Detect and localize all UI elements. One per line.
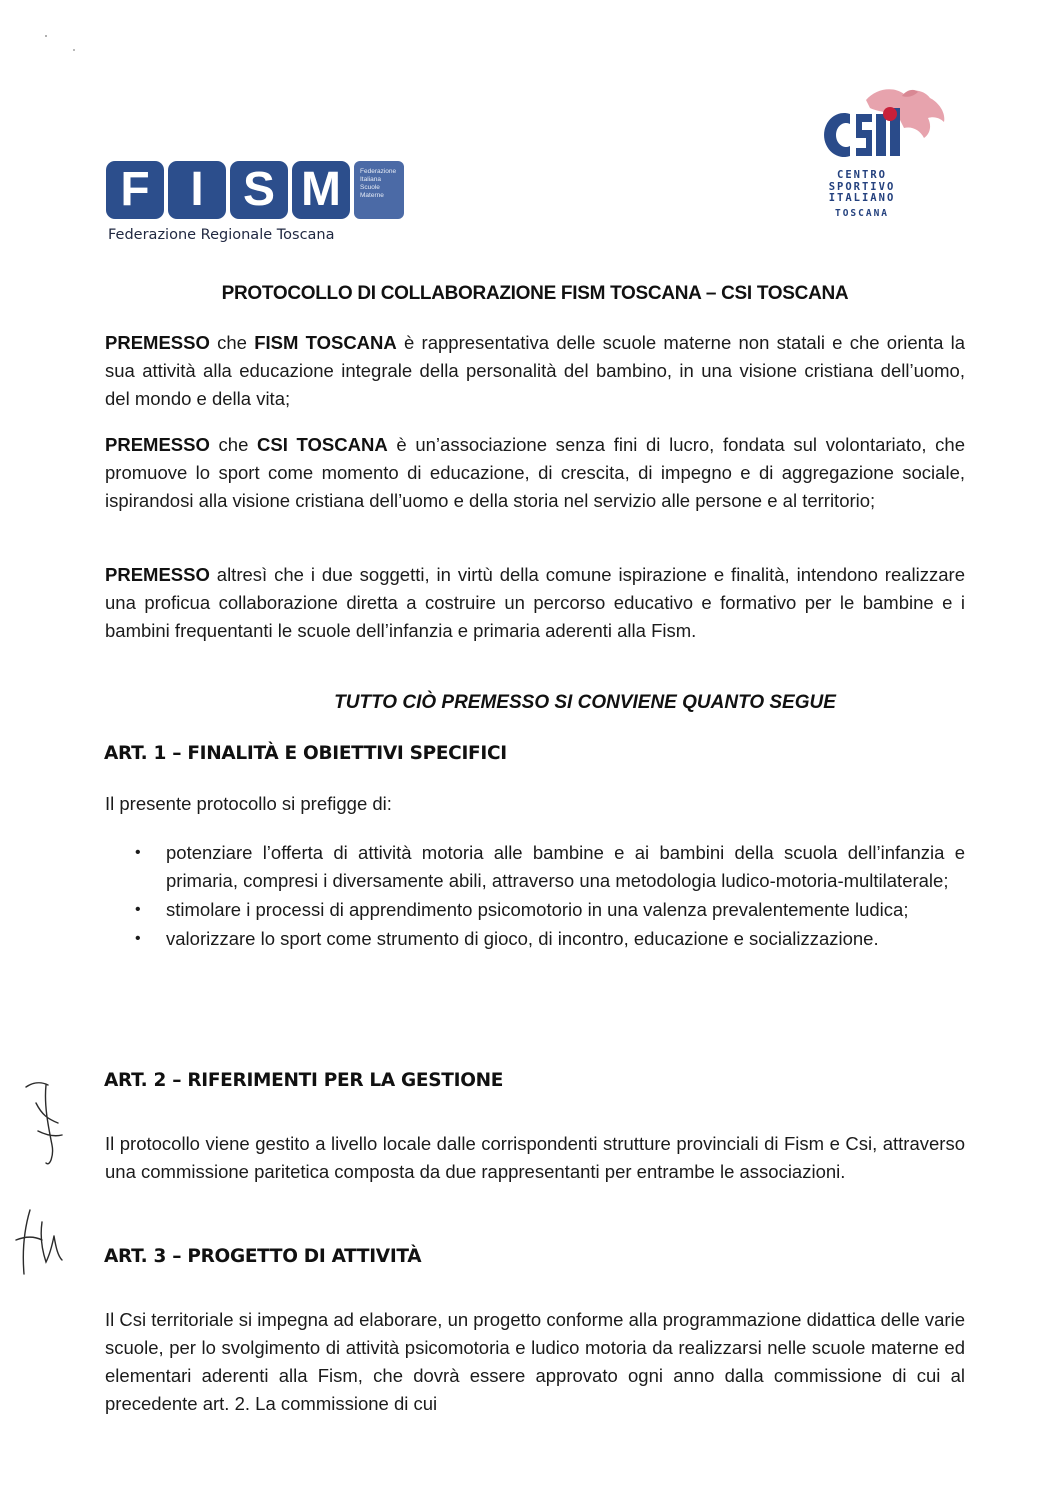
list-item-text: stimolare i processi di apprendimento psicomotorio in una valenza prevalentemente ludica; [166,899,909,920]
premessa-paragraph [105,431,965,515]
fism-letter-s: S [230,161,288,219]
fism-letter-f: F [106,161,164,219]
fism-logo [106,161,406,251]
scan-speck-icon [40,30,80,60]
article-3-text: Il Csi territoriale si impegna ad elaborare, un progetto conforme alla programmazione didattica delle varie scuole, per lo svolgimento di attività psicomotoria e ludico motoria da realizzarsi nelle scuole materne ed elementari aderenti alla Fism, che dovrà essere approvato ogni anno dalla commissione di cui al precedente art. 2. La commissione di cui [105,1309,965,1414]
document-title: PROTOCOLLO DI COLLABORAZIONE FISM TOSCANA – CSI TOSCANA [221,283,849,304]
initials-icon [12,1200,68,1290]
list-item-text: valorizzare lo sport come strumento di gioco, di incontro, educazione e socializzazione. [166,928,879,949]
fism-letter-m: M [292,161,350,219]
article-1-intro: Il presente protocollo si prefigge di: [105,793,392,814]
list-item [135,896,965,924]
bullet-icon: • [135,901,141,918]
article-3-heading: ART. 3 – PROGETTO DI ATTIVITÀ [104,1246,422,1267]
premessa-text: altresì che i due soggetti, in virtù della comune ispirazione e finalità, intendono realizzare una proficua collaborazione diretta a costruire un percorso educativo e formativo per le bambine e i bambini frequentanti le scuole dell’infanzia e primaria aderenti alla Fism. [105,564,965,641]
fism-side-line: Scuole [360,184,380,191]
csi-logo [806,86,956,226]
premessa-mid: che [209,434,258,455]
premessa-text: è rappresentativa delle scuole materne non statali e che orienta la sua attività alla educazione integrale della personalità del bambino, in una visione cristiana dell’uomo, del mondo e della vita; [105,332,965,409]
premessa-lead: PREMESSO [105,332,210,353]
article-2-text: Il protocollo viene gestito a livello locale dalle corrispondenti strutture provinciali di Fism e Csi, attraverso una commissione paritetica composta da due rappresentanti per entrambe le associazioni. [105,1133,965,1182]
bullet-icon: • [135,844,141,861]
fism-side-line: Materne [360,192,384,199]
list-item [135,925,965,953]
signature-icon [18,1075,68,1175]
bullet-icon: • [135,930,141,947]
premessa-subject: CSI TOSCANA [257,434,388,455]
premessa-lead: PREMESSO [105,564,210,585]
csi-line: ITALIANO [828,192,896,204]
premessa-paragraph [105,329,965,413]
fism-side-label [354,161,404,219]
list-item-text: potenziare l’offerta di attività motoria alle bambine e ai bambini della scuola dell’infanzia e primaria, compresi i diversamente abili, attraverso una metodologia ludico-motoria-multilaterale; [166,842,965,891]
agreement-heading: TUTTO CIÒ PREMESSO SI CONVIENE QUANTO SEGUE [334,692,836,713]
list-item [135,839,965,895]
fism-side-line: Federazione [360,168,397,175]
premessa-mid: che [209,332,255,353]
premessa-subject: FISM TOSCANA [254,332,397,353]
csi-line: CENTRO [837,169,887,181]
fism-subtitle: Federazione Regionale Toscana [108,227,335,243]
article-2-heading: ART. 2 – RIFERIMENTI PER LA GESTIONE [104,1070,504,1091]
csi-line: SPORTIVO [828,180,896,193]
premessa-text: è un’associazione senza fini di lucro, fondata sul volontariato, che promuove lo sport come momento di educazione, di crescita, di impegno e di aggregazione sociale, ispirandosi alla visione cristiana dell’uomo e della storia nel servizio alle persone e al territorio; [105,434,966,511]
csi-wordmark [810,170,914,219]
csi-emblem-icon [806,86,956,170]
fism-letter-row [106,161,406,219]
csi-region: TOSCANA [834,207,890,219]
article-1-list [135,839,965,954]
article-1-heading: ART. 1 – FINALITÀ E OBIETTIVI SPECIFICI [104,743,507,764]
premessa-paragraph [105,561,965,645]
premessa-lead: PREMESSO [105,434,210,455]
fism-side-line: Italiana [360,176,381,183]
fism-letter-i: I [168,161,226,219]
